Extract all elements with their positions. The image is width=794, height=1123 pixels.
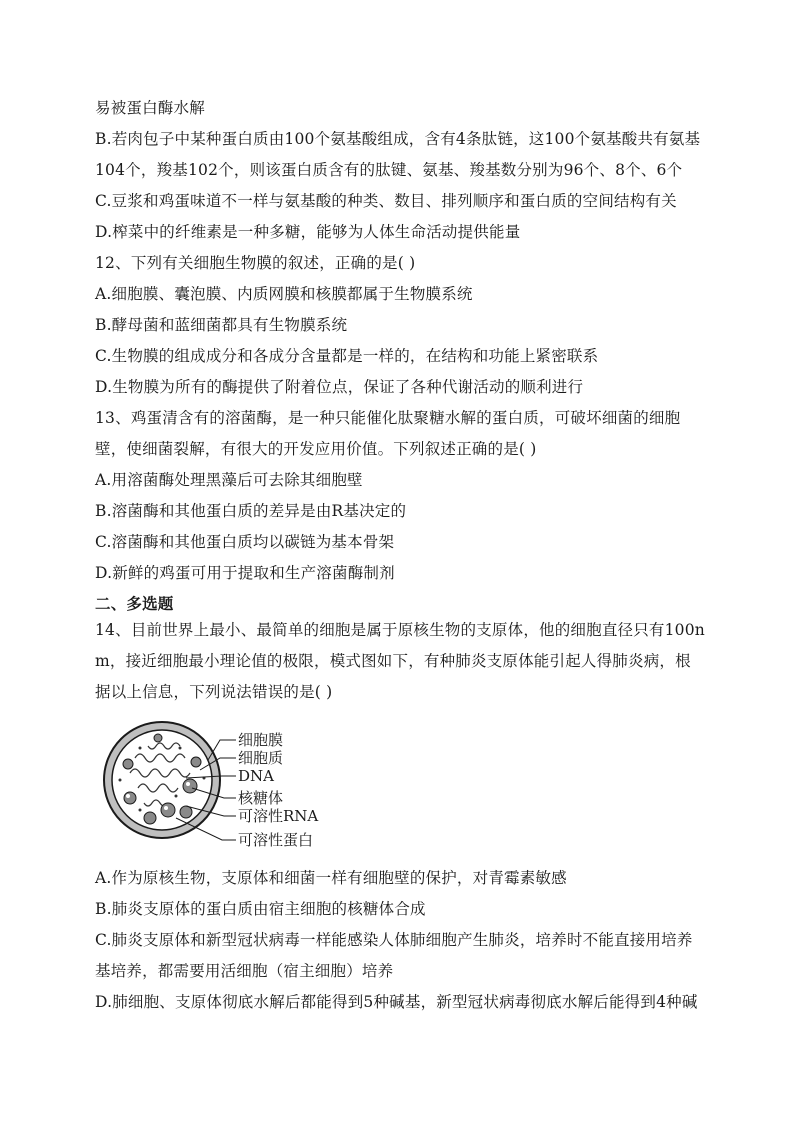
option-a: A.作为原核生物，支原体和细菌一样有细胞壁的保护，对青霉素敏感 bbox=[95, 869, 567, 887]
option-d: D.榨菜中的纤维素是一种多糖，能够为人体生命活动提供能量 bbox=[95, 223, 521, 241]
question-13: 13、鸡蛋清含有的溶菌酶，是一种只能催化肽聚糖水解的蛋白质，可破坏细菌的细胞 bbox=[95, 409, 681, 427]
label-cell-membrane: 细胞膜 bbox=[238, 731, 284, 749]
text-line: 据以上信息，下列说法错误的是( ) bbox=[95, 683, 333, 701]
option-c: C.生物膜的组成成分和各成分含量都是一样的，在结构和功能上紧密联系 bbox=[95, 347, 599, 365]
label-dna: DNA bbox=[238, 767, 274, 785]
option-a: A.细胞膜、囊泡膜、内质网膜和核膜都属于生物膜系统 bbox=[95, 285, 473, 303]
question-12: 12、下列有关细胞生物膜的叙述，正确的是( ) bbox=[95, 254, 416, 272]
text-line: 易被蛋白酶水解 bbox=[95, 99, 205, 117]
option-c: C.豆浆和鸡蛋味道不一样与氨基酸的种类、数目、排列顺序和蛋白质的空间结构有关 bbox=[95, 192, 677, 210]
option-d: D.生物膜为所有的酶提供了附着位点，保证了各种代谢活动的顺利进行 bbox=[95, 378, 584, 396]
option-b: B.肺炎支原体的蛋白质由宿主细胞的核糖体合成 bbox=[95, 900, 426, 918]
option-a: A.用溶菌酶处理黑藻后可去除其细胞壁 bbox=[95, 471, 363, 489]
text-line: 壁，使细菌裂解，有很大的开发应用价值。下列叙述正确的是( ) bbox=[95, 440, 537, 458]
option-b: B.若肉包子中某种蛋白质由100个氨基酸组成，含有4条肽链，这100个氨基酸共有氨基 bbox=[95, 130, 701, 148]
text-line: 基培养，都需要用活细胞（宿主细胞）培养 bbox=[95, 962, 394, 980]
option-d: D.肺细胞、支原体彻底水解后都能得到5种碱基，新型冠状病毒彻底水解后能得到4种碱 bbox=[95, 993, 698, 1011]
label-soluble-rna: 可溶性RNA bbox=[238, 807, 319, 825]
label-cytoplasm: 细胞质 bbox=[238, 749, 284, 767]
option-b: B.酵母菌和蓝细菌都具有生物膜系统 bbox=[95, 316, 348, 334]
question-14: 14、目前世界上最小、最简单的细胞是属于原核生物的支原体，他的细胞直径只有100n bbox=[95, 621, 705, 639]
section-heading: 二、多选题 bbox=[95, 594, 174, 613]
mycoplasma-diagram bbox=[100, 718, 340, 858]
label-soluble-protein: 可溶性蛋白 bbox=[238, 831, 314, 849]
option-d: D.新鲜的鸡蛋可用于提取和生产溶菌酶制剂 bbox=[95, 564, 395, 582]
text-line: 104个，羧基102个，则该蛋白质含有的肽键、氨基、羧基数分别为96个、8个、6个 bbox=[95, 161, 683, 179]
option-b: B.溶菌酶和其他蛋白质的差异是由R基决定的 bbox=[95, 502, 407, 520]
text-line: m，接近细胞最小理论值的极限，模式图如下，有种肺炎支原体能引起人得肺炎病，根 bbox=[95, 652, 691, 670]
label-ribosome: 核糖体 bbox=[238, 789, 284, 807]
option-c: C.溶菌酶和其他蛋白质均以碳链为基本骨架 bbox=[95, 533, 395, 551]
option-c: C.肺炎支原体和新型冠状病毒一样能感染人体肺细胞产生肺炎，培养时不能直接用培养 bbox=[95, 931, 693, 949]
